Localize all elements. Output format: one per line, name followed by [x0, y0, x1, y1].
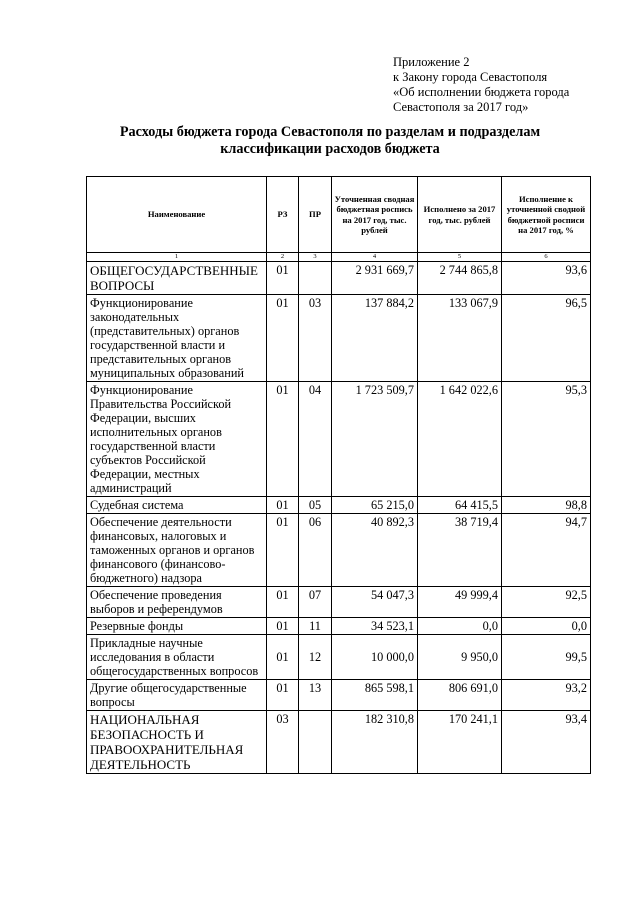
row-pr — [299, 711, 332, 774]
table-row — [87, 680, 591, 711]
row-percent: 95,3 — [502, 382, 591, 497]
row-percent: 98,8 — [502, 497, 591, 514]
row-executed: 806 691,0 — [418, 680, 502, 711]
row-percent: 0,0 — [502, 618, 591, 635]
row-rz: 01 — [267, 680, 299, 711]
annex-line: Севастополя за 2017 год» — [393, 100, 529, 114]
row-executed: 9 950,0 — [418, 635, 502, 680]
row-rz: 01 — [267, 497, 299, 514]
row-name: ОБЩЕГОСУДАРСТВЕННЫЕ ВОПРОСЫ — [87, 262, 267, 295]
row-rz: 01 — [267, 262, 299, 295]
row-planned: 54 047,3 — [332, 587, 418, 618]
header-percent: Исполнение к уточненной сводной бюджетной росписи на 2017 год, % — [502, 177, 591, 253]
title-line: классификации расходов бюджета — [220, 141, 440, 157]
header-executed: Исполнено за 2017 год, тыс. рублей — [418, 177, 502, 253]
header-rz: РЗ — [267, 177, 299, 253]
column-index: 5 — [418, 253, 502, 262]
table-row — [87, 262, 591, 295]
row-rz: 01 — [267, 382, 299, 497]
row-percent: 94,7 — [502, 514, 591, 587]
row-name: Судебная система — [87, 497, 267, 514]
row-pr: 03 — [299, 295, 332, 382]
row-planned: 40 892,3 — [332, 514, 418, 587]
row-name: Функционирование Правительства Российской Федерации, высших исполнительных органов государственной власти субъектов Российской Федерации, местных администраций — [87, 382, 267, 497]
row-rz: 03 — [267, 711, 299, 774]
row-planned: 865 598,1 — [332, 680, 418, 711]
header-planned: Уточненная сводная бюджетная роспись на 2017 год, тыс. рублей — [332, 177, 418, 253]
row-name: Другие общегосударственные вопросы — [87, 680, 267, 711]
row-rz: 01 — [267, 618, 299, 635]
row-executed: 133 067,9 — [418, 295, 502, 382]
row-percent: 93,6 — [502, 262, 591, 295]
row-rz: 01 — [267, 295, 299, 382]
row-executed: 1 642 022,6 — [418, 382, 502, 497]
row-percent: 99,5 — [502, 635, 591, 680]
document-title — [60, 124, 600, 158]
annex-line: к Закону города Севастополя — [393, 70, 548, 84]
table-row — [87, 497, 591, 514]
row-planned: 1 723 509,7 — [332, 382, 418, 497]
row-percent: 96,5 — [502, 295, 591, 382]
row-pr: 11 — [299, 618, 332, 635]
row-rz: 01 — [267, 587, 299, 618]
row-name: Прикладные научные исследования в области общегосударственных вопросов — [87, 635, 267, 680]
row-name: Обеспечение деятельности финансовых, налоговых и таможенных органов и органов финансового (финансово-бюджетного) надзора — [87, 514, 267, 587]
table-row — [87, 635, 591, 680]
row-name: Обеспечение проведения выборов и референдумов — [87, 587, 267, 618]
row-executed: 0,0 — [418, 618, 502, 635]
annex-line: «Об исполнении бюджета города — [393, 85, 570, 99]
row-planned: 65 215,0 — [332, 497, 418, 514]
column-index: 4 — [332, 253, 418, 262]
table-row — [87, 618, 591, 635]
row-executed: 170 241,1 — [418, 711, 502, 774]
header-row — [87, 177, 591, 253]
row-planned: 137 884,2 — [332, 295, 418, 382]
column-index: 2 — [267, 253, 299, 262]
column-index-row — [87, 253, 591, 262]
row-name: Функционирование законодательных (представительных) органов государственной власти и представительных органов муниципальных образований — [87, 295, 267, 382]
row-planned: 182 310,8 — [332, 711, 418, 774]
row-rz: 01 — [267, 635, 299, 680]
title-line: Расходы бюджета города Севастополя по разделам и подразделам — [119, 124, 541, 140]
annex-line: Приложение 2 — [393, 55, 470, 69]
row-pr: 12 — [299, 635, 332, 680]
row-executed: 64 415,5 — [418, 497, 502, 514]
row-pr: 04 — [299, 382, 332, 497]
header-name: Наименование — [87, 177, 267, 253]
row-percent: 93,4 — [502, 711, 591, 774]
row-percent: 93,2 — [502, 680, 591, 711]
row-pr: 13 — [299, 680, 332, 711]
table-row — [87, 587, 591, 618]
row-name: НАЦИОНАЛЬНАЯ БЕЗОПАСНОСТЬ И ПРАВООХРАНИТЕЛЬНАЯ ДЕЯТЕЛЬНОСТЬ — [87, 711, 267, 774]
expenditure-table — [86, 176, 591, 774]
row-planned: 10 000,0 — [332, 635, 418, 680]
column-index: 3 — [299, 253, 332, 262]
row-executed: 38 719,4 — [418, 514, 502, 587]
table-row — [87, 382, 591, 497]
row-executed: 49 999,4 — [418, 587, 502, 618]
table-row — [87, 295, 591, 382]
row-planned: 34 523,1 — [332, 618, 418, 635]
row-pr: 07 — [299, 587, 332, 618]
column-index: 1 — [87, 253, 267, 262]
row-pr: 05 — [299, 497, 332, 514]
column-index: 6 — [502, 253, 591, 262]
annex-block — [393, 55, 569, 115]
row-rz: 01 — [267, 514, 299, 587]
header-pr: ПР — [299, 177, 332, 253]
row-planned: 2 931 669,7 — [332, 262, 418, 295]
row-pr — [299, 262, 332, 295]
row-name: Резервные фонды — [87, 618, 267, 635]
table-row — [87, 711, 591, 774]
row-pr: 06 — [299, 514, 332, 587]
row-percent: 92,5 — [502, 587, 591, 618]
table-row — [87, 514, 591, 587]
row-executed: 2 744 865,8 — [418, 262, 502, 295]
